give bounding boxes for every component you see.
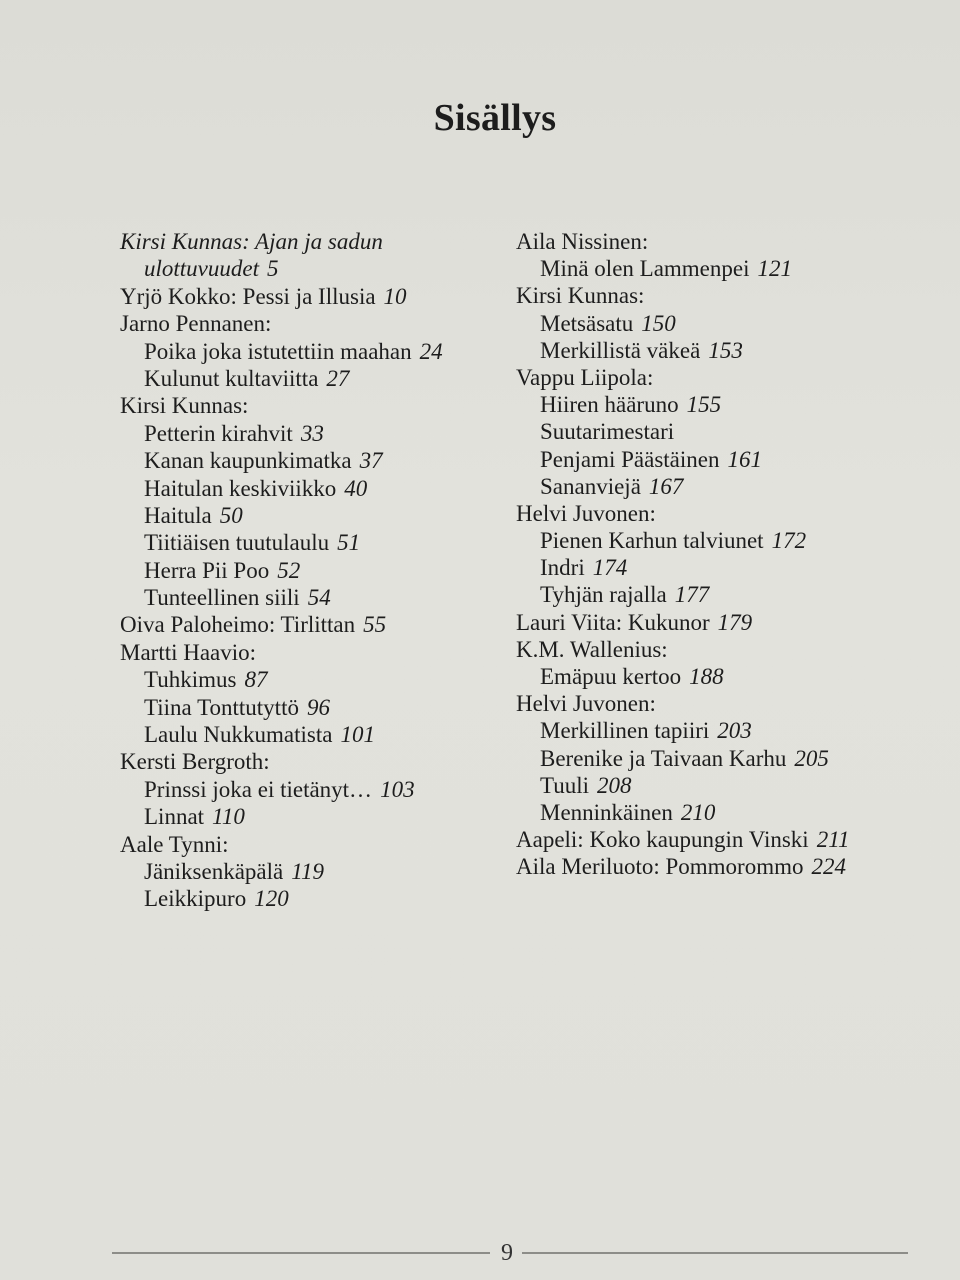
toc-page-number: 24 xyxy=(419,338,443,364)
toc-page-number: 208 xyxy=(597,772,632,798)
toc-entry-text: Kirsi Kunnas: Ajan ja sadun xyxy=(120,229,383,254)
toc-page-number: 110 xyxy=(212,804,245,830)
toc-entry-text: Aapeli: Koko kaupungin Vinski xyxy=(516,827,809,853)
toc-page-number: 55 xyxy=(363,612,387,638)
toc-entry-title xyxy=(120,858,510,885)
toc-entry-author xyxy=(516,364,936,391)
toc-entry-text: ulottuvuudet xyxy=(144,256,259,282)
toc-page-number: 211 xyxy=(816,827,850,853)
toc-entry-title xyxy=(516,310,936,337)
toc-entry-text: Kanan kaupunkimatka xyxy=(144,448,352,474)
toc-page-number: 155 xyxy=(686,392,722,418)
toc-entry-text: Minä olen Lammenpei xyxy=(540,256,750,282)
toc-page-number: 167 xyxy=(648,473,684,499)
toc-entry-text: Indri xyxy=(540,555,585,581)
toc-entry-text: Berenike ja Taivaan Karhu xyxy=(540,745,787,771)
toc-entry-text: Aila Nissinen: xyxy=(516,229,649,254)
toc-page-number: 205 xyxy=(794,745,829,771)
toc-entry-text: Laulu Nukkumatista xyxy=(144,722,333,748)
toc-entry-text: Leikkipuro xyxy=(144,886,247,912)
toc-entry-text: Vappu Liipola: xyxy=(516,364,654,390)
toc-entry-text: K.M. Wallenius: xyxy=(516,636,668,662)
toc-page-number: 224 xyxy=(811,854,846,880)
toc-entry-text: Poika joka istutettiin maahan xyxy=(144,338,412,364)
toc-entry-text: Tunteellinen siili xyxy=(144,585,300,611)
toc-page-number: 120 xyxy=(254,886,289,912)
toc-entry-text: Kulunut kultaviitta xyxy=(144,365,319,391)
toc-entry-title xyxy=(120,255,510,282)
toc-entry-text: Tyhjän rajalla xyxy=(540,582,667,608)
toc-entry-title xyxy=(120,557,510,584)
toc-page-number: 52 xyxy=(277,557,301,583)
toc-entry-text: Aila Meriluoto: Pommorommo xyxy=(516,854,804,880)
toc-entry-author xyxy=(120,748,510,775)
toc-entry-text: Jäniksenkäpälä xyxy=(144,858,284,884)
footer-rule-left xyxy=(112,1252,490,1254)
toc-entry-title xyxy=(516,418,936,445)
toc-entry-title xyxy=(516,799,936,826)
toc-entry-text: Hiiren hääruno xyxy=(540,392,679,418)
toc-entry-text: Petterin kirahvit xyxy=(144,420,293,446)
toc-entry-title xyxy=(516,717,936,744)
toc-entry-title xyxy=(516,772,936,799)
toc-entry-title xyxy=(120,529,510,556)
toc-entry-text: Penjami Päästäinen xyxy=(540,446,720,472)
toc-page-number: 210 xyxy=(680,799,716,825)
toc-entry-text: Metsäsatu xyxy=(540,310,634,336)
toc-entry-text: Oiva Paloheimo: Tirlittan xyxy=(120,612,356,638)
toc-entry-text: Emäpuu kertoo xyxy=(540,664,682,689)
toc-entry-title xyxy=(120,338,510,365)
toc-entry-author xyxy=(120,611,510,638)
toc-page-number: 119 xyxy=(291,858,325,884)
toc-page-number: 121 xyxy=(757,256,792,282)
toc-page-number: 179 xyxy=(717,609,753,635)
toc-entry-text: Pienen Karhun talviunet xyxy=(540,528,764,554)
toc-page-number: 172 xyxy=(771,528,807,554)
toc-entry-text: Haitula xyxy=(144,502,212,528)
toc-entry-text: Prinssi joka ei tietänyt… xyxy=(144,776,373,802)
toc-entry-title xyxy=(516,527,936,554)
toc-left-column xyxy=(120,228,510,913)
toc-page-number: 203 xyxy=(717,718,752,744)
footer-rule-right xyxy=(522,1252,908,1254)
toc-page-number: 10 xyxy=(383,283,407,309)
toc-entry-text: Menninkäinen xyxy=(540,799,673,825)
toc-entry-text: Tiina Tonttutyttö xyxy=(144,694,299,720)
toc-page-number: 188 xyxy=(689,664,724,689)
toc-page-number: 87 xyxy=(244,667,268,693)
toc-entry-text: Herra Pii Poo xyxy=(144,557,270,583)
toc-entry-title xyxy=(516,255,936,282)
toc-entry-author xyxy=(516,636,936,663)
toc-entry-text: Sananviejä xyxy=(540,473,641,499)
toc-entry-text: Tiitiäisen tuutulaulu xyxy=(144,530,330,556)
toc-entry-text: Haitulan keskiviikko xyxy=(144,475,337,501)
toc-entry-title xyxy=(120,420,510,447)
toc-entry-text: Kirsi Kunnas: xyxy=(516,283,645,309)
toc-entry-author xyxy=(516,500,936,527)
toc-page-number: 150 xyxy=(641,310,676,336)
toc-entry-title xyxy=(120,776,510,803)
toc-entry-text: Tuuli xyxy=(540,772,590,798)
toc-entry-title xyxy=(516,391,936,418)
toc-entry-title xyxy=(120,584,510,611)
toc-entry-author xyxy=(516,690,936,717)
toc-entry-text: Tuhkimus xyxy=(144,667,237,693)
toc-page-number: 33 xyxy=(300,420,324,446)
toc-entry-text: Merkillinen tapiiri xyxy=(540,718,710,744)
toc-page-number: 174 xyxy=(592,555,628,581)
toc-entry-author xyxy=(516,282,936,309)
toc-entry-title xyxy=(120,365,510,392)
toc-page-number: 96 xyxy=(306,694,330,720)
toc-right-column xyxy=(516,228,936,881)
toc-entry-title xyxy=(120,447,510,474)
toc-entry-title xyxy=(120,885,510,912)
toc-entry-author xyxy=(120,831,510,858)
toc-entry-author xyxy=(516,853,936,880)
toc-entry-text: Suutarimestari xyxy=(540,419,675,445)
toc-entry-text: Kersti Bergroth: xyxy=(120,749,270,775)
toc-entry-title xyxy=(516,337,936,364)
toc-entry-author xyxy=(120,228,510,255)
toc-entry-author xyxy=(120,283,510,310)
toc-entry-title xyxy=(516,473,936,500)
toc-entry-text: Helvi Juvonen: xyxy=(516,691,656,717)
toc-entry-title xyxy=(516,446,936,473)
toc-page-number: 54 xyxy=(307,585,331,611)
toc-entry-title xyxy=(516,581,936,608)
toc-entry-author xyxy=(120,310,510,337)
toc-entry-text: Jarno Pennanen: xyxy=(120,311,272,337)
toc-entry-title xyxy=(120,721,510,748)
toc-entry-title xyxy=(120,502,510,529)
toc-page-number: 50 xyxy=(219,502,243,528)
toc-entry-text: Helvi Juvonen: xyxy=(516,500,656,526)
toc-page-number: 101 xyxy=(340,722,375,748)
toc-page-number: 161 xyxy=(727,446,762,472)
toc-page-number: 153 xyxy=(708,337,743,363)
toc-entry-text: Yrjö Kokko: Pessi ja Illusia xyxy=(120,283,376,309)
toc-page-number: 177 xyxy=(674,582,710,608)
toc-page-number: 103 xyxy=(380,776,415,802)
toc-entry-text: Linnat xyxy=(144,804,205,830)
page-title: Sisällys xyxy=(433,97,557,139)
toc-entry-text: Lauri Viita: Kukunor xyxy=(516,609,710,635)
toc-entry-author xyxy=(120,392,510,419)
toc-entry-text: Aale Tynni: xyxy=(120,831,229,857)
toc-entry-title xyxy=(516,745,936,772)
toc-entry-title xyxy=(120,694,510,721)
toc-entry-text: Kirsi Kunnas: xyxy=(120,393,249,419)
toc-entry-title xyxy=(516,663,936,690)
toc-entry-title xyxy=(120,803,510,830)
toc-entry-author xyxy=(120,639,510,666)
toc-entry-author xyxy=(516,228,936,255)
toc-page-number: 27 xyxy=(326,365,350,391)
toc-entry-title xyxy=(120,475,510,502)
toc-entry-text: Merkillistä väkeä xyxy=(540,337,701,363)
toc-page-number: 5 xyxy=(266,256,279,282)
toc-page-number: 40 xyxy=(344,475,368,501)
toc-entry-author xyxy=(516,609,936,636)
toc-entry-text: Martti Haavio: xyxy=(120,639,257,665)
toc-entry-author xyxy=(516,826,936,853)
toc-entry-title xyxy=(516,554,936,581)
toc-page-number: 51 xyxy=(337,530,361,556)
page-number: 9 xyxy=(501,1240,513,1266)
toc-entry-title xyxy=(120,666,510,693)
toc-page-number: 37 xyxy=(359,448,383,474)
